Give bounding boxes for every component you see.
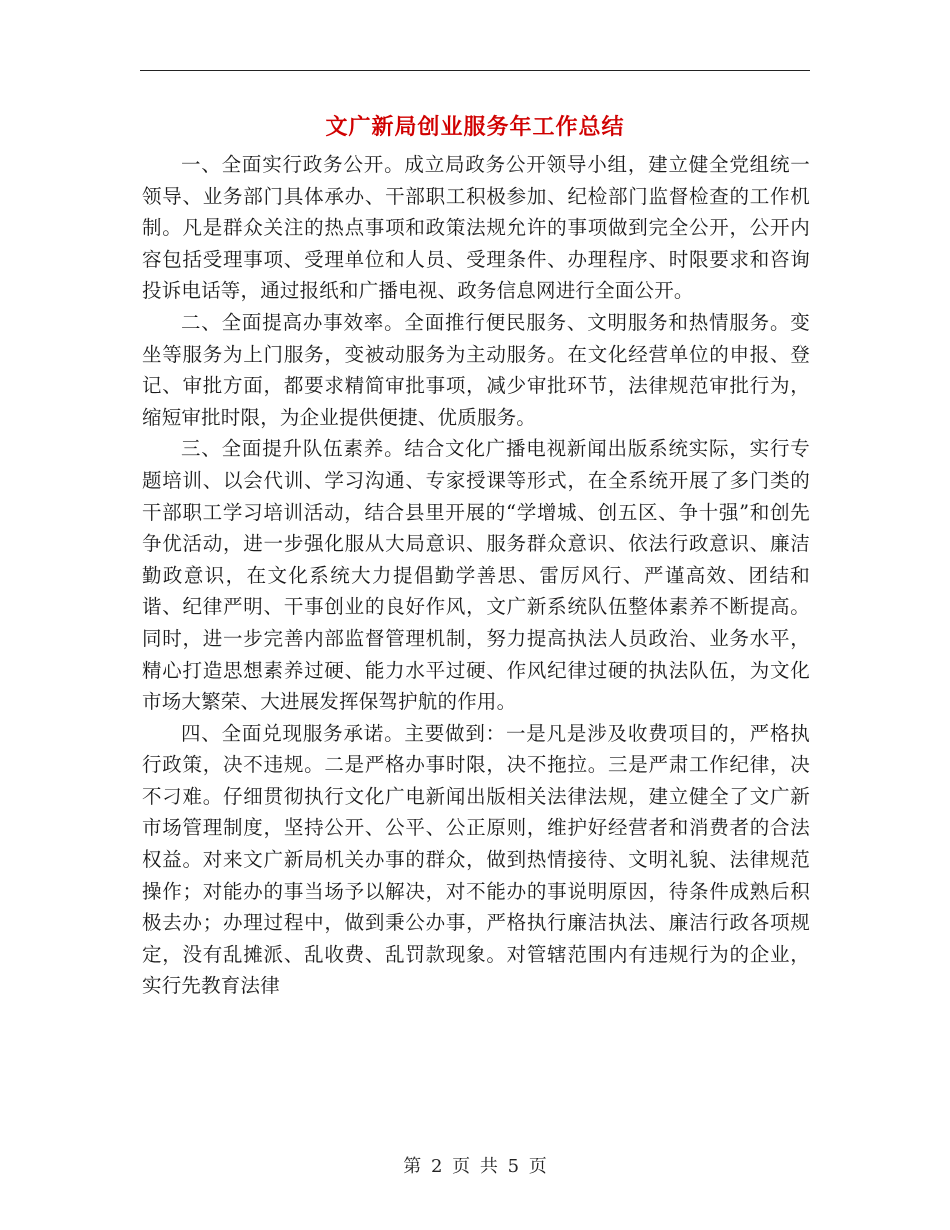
document-body	[142, 149, 810, 1002]
page-number-footer: 第 2 页 共 5 页	[403, 1156, 547, 1177]
paragraph-2: 二、全面提高办事效率。全面推行便民服务、文明服务和热情服务。变坐等服务为上门服务，变被动服务为主动服务。在文化经营单位的申报、登记、审批方面，都要求精简审批事项，减少审批环节，法律规范审批行为，缩短审批时限，为企业提供便捷、优质服务。	[142, 310, 810, 429]
page-title: 文广新局创业服务年工作总结	[325, 114, 625, 140]
paragraph-1: 一、全面实行政务公开。成立局政务公开领导小组，建立健全党组统一领导、业务部门具体承办、干部职工积极参加、纪检部门监督检查的工作机制。凡是群众关注的热点事项和政策法规允许的事项做到完全公开，公开内容包括受理事项、受理单位和人员、受理条件、办理程序、时限要求和咨询投诉电话等，通过报纸和广播电视、政务信息网进行全面公开。	[142, 153, 810, 303]
paragraph-3: 三、全面提升队伍素养。结合文化广播电视新闻出版系统实际，实行专题培训、以会代训、学习沟通、专家授课等形式，在全系统开展了多门类的干部职工学习培训活动，结合县里开展的“学增城、创五区、争十强”和创先争优活动，进一步强化服从大局意识、服务群众意识、依法行政意识、廉洁勤政意识，在文化系统大力提倡勤学善思、雷厉风行、严谨高效、团结和谐、纪律严明、干事创业的良好作风，文广新系统队伍整体素养不断提高。同时，进一步完善内部监督管理机制，努力提高执法人员政治、业务水平，精心打造思想素养过硬、能力水平过硬、作风纪律过硬的执法队伍，为文化市场大繁荣、大进展发挥保驾护航的作用。	[142, 437, 810, 714]
paragraph-4: 四、全面兑现服务承诺。主要做到：一是凡是涉及收费项目的，严格执行政策，决不违规。二是严格办事时限，决不拖拉。三是严肃工作纪律，决不刁难。仔细贯彻执行文化广电新闻出版相关法律法规，建立健全了文广新市场管理制度，坚持公开、公平、公正原则，维护好经营者和消费者的合法权益。对来文广新局机关办事的群众，做到热情接待、文明礼貌、法律规范操作；对能办的事当场予以解决，对不能办的事说明原因，待条件成熟后积极去办；办理过程中，做到秉公办事，严格执行廉洁执法、廉洁行政各项规定，没有乱摊派、乱收费、乱罚款现象。对管辖范围内有违规行为的企业，实行先教育法律	[142, 721, 810, 998]
header-rule	[140, 70, 810, 71]
